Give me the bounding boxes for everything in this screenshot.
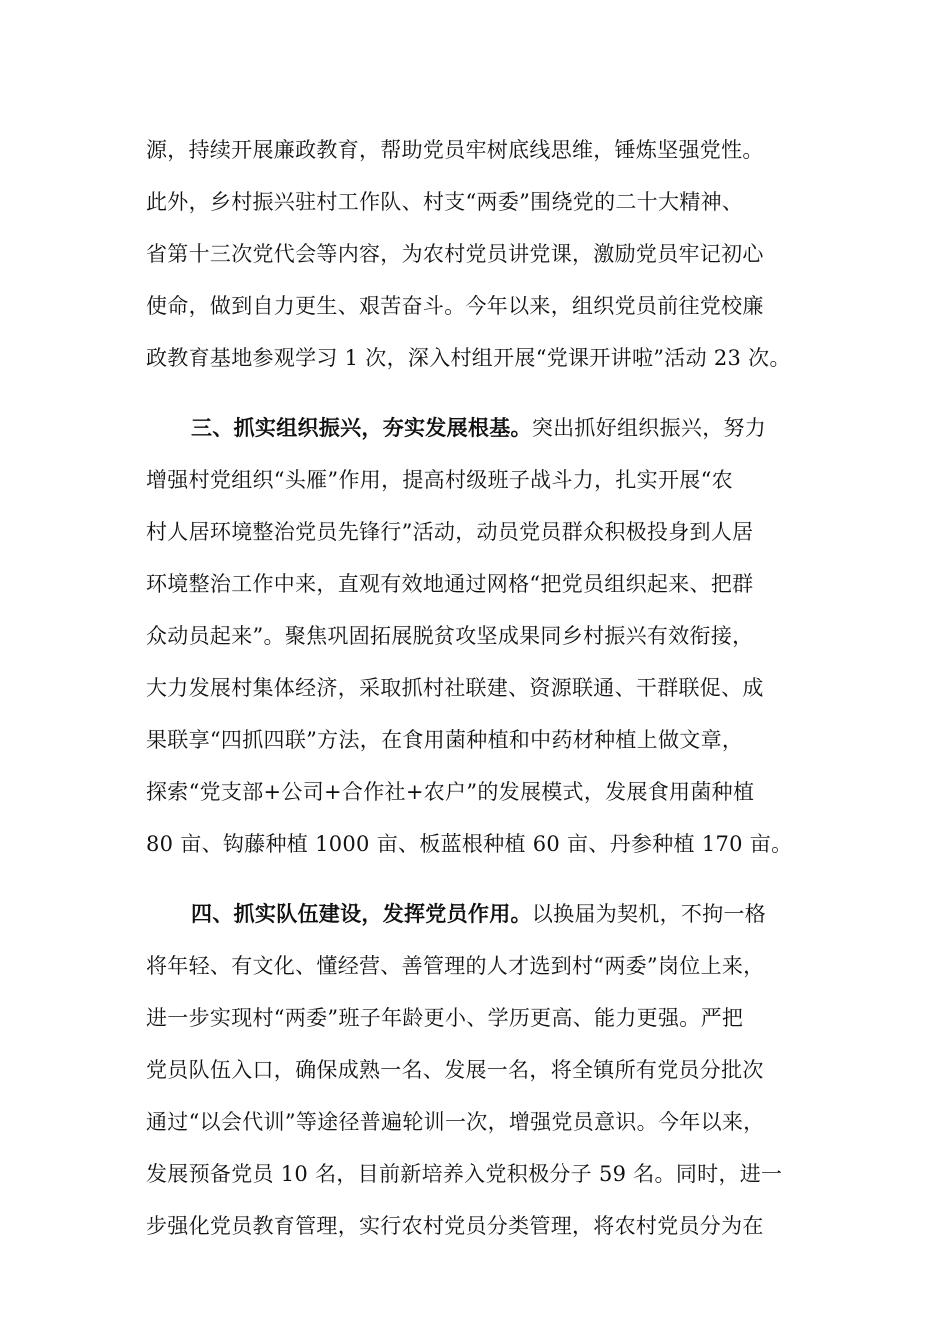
paragraph-line: 众动员起来”。聚焦巩固拓展脱贫攻坚成果同乡村振兴有效衔接， [146, 624, 754, 648]
paragraph-line: 增强村党组织“头雁”作用，提高村级班子战斗力，扎实开展“农 [146, 468, 733, 492]
paragraph-line: 80 亩、钩藤种植 1000 亩、板蓝根种植 60 亩、丹参种植 170 亩。 [146, 832, 793, 856]
paragraph-line: 将年轻、有文化、懂经营、善管理的人才选到村“两委”岗位上来， [146, 954, 765, 978]
paragraph-line: 村人居环境整治党员先锋行”活动，动员党员群众积极投身到人居 [146, 520, 754, 544]
section-4-text: 以换届为契机，不拘一格 [531, 902, 767, 926]
paragraph-line: 环境整治工作中来，直观有效地通过网格“把党员组织起来、把群 [146, 572, 754, 596]
paragraph-line: 发展预备党员 10 名，目前新培养入党积极分子 59 名。同时，进一 [146, 1162, 783, 1186]
section-3-text: 突出抓好组织振兴，努力 [531, 416, 767, 440]
paragraph-line: 探索“党支部+公司+合作社+农户”的发展模式，发展食用菌种植 [146, 780, 755, 804]
paragraph-line: 通过“以会代训”等途径普遍轮训一次，增强党员意识。今年以来， [146, 1110, 765, 1134]
paragraph-line: 进一步实现村“两委”班子年龄更小、学历更高、能力更强。严把 [146, 1006, 744, 1030]
paragraph-line: 政教育基地参观学习 1 次，深入村组开展“党课开讲啦”活动 23 次。 [146, 346, 791, 370]
paragraph-line: 省第十三次党代会等内容，为农村党员讲党课，激励党员牢记初心 [146, 242, 764, 266]
paragraph-line: 大力发展村集体经济，采取抓村社联建、资源联通、干群联促、成 [146, 676, 764, 700]
paragraph-line: 源，持续开展廉政教育，帮助党员牢树底线思维，锤炼坚强党性。 [146, 138, 764, 162]
section-4-heading: 四、抓实队伍建设，发挥党员作用。 [191, 901, 532, 926]
paragraph-line: 果联享“四抓四联”方法，在食用菌种植和中药材种植上做文章， [146, 728, 744, 752]
paragraph-line: 此外，乡村振兴驻村工作队、村支“两委”围绕党的二十大精神、 [146, 190, 744, 214]
paragraph-line: 步强化党员教育管理，实行农村党员分类管理，将农村党员分为在 [146, 1214, 764, 1238]
paragraph-line: 使命，做到自力更生、艰苦奋斗。今年以来，组织党员前往党校廉 [146, 294, 764, 318]
paragraph-line: 党员队伍入口，确保成熟一名、发展一名，将全镇所有党员分批次 [146, 1058, 764, 1082]
section-3-first-line [191, 410, 766, 446]
section-4-first-line [191, 896, 766, 932]
section-3-heading: 三、抓实组织振兴，夯实发展根基。 [191, 415, 532, 440]
